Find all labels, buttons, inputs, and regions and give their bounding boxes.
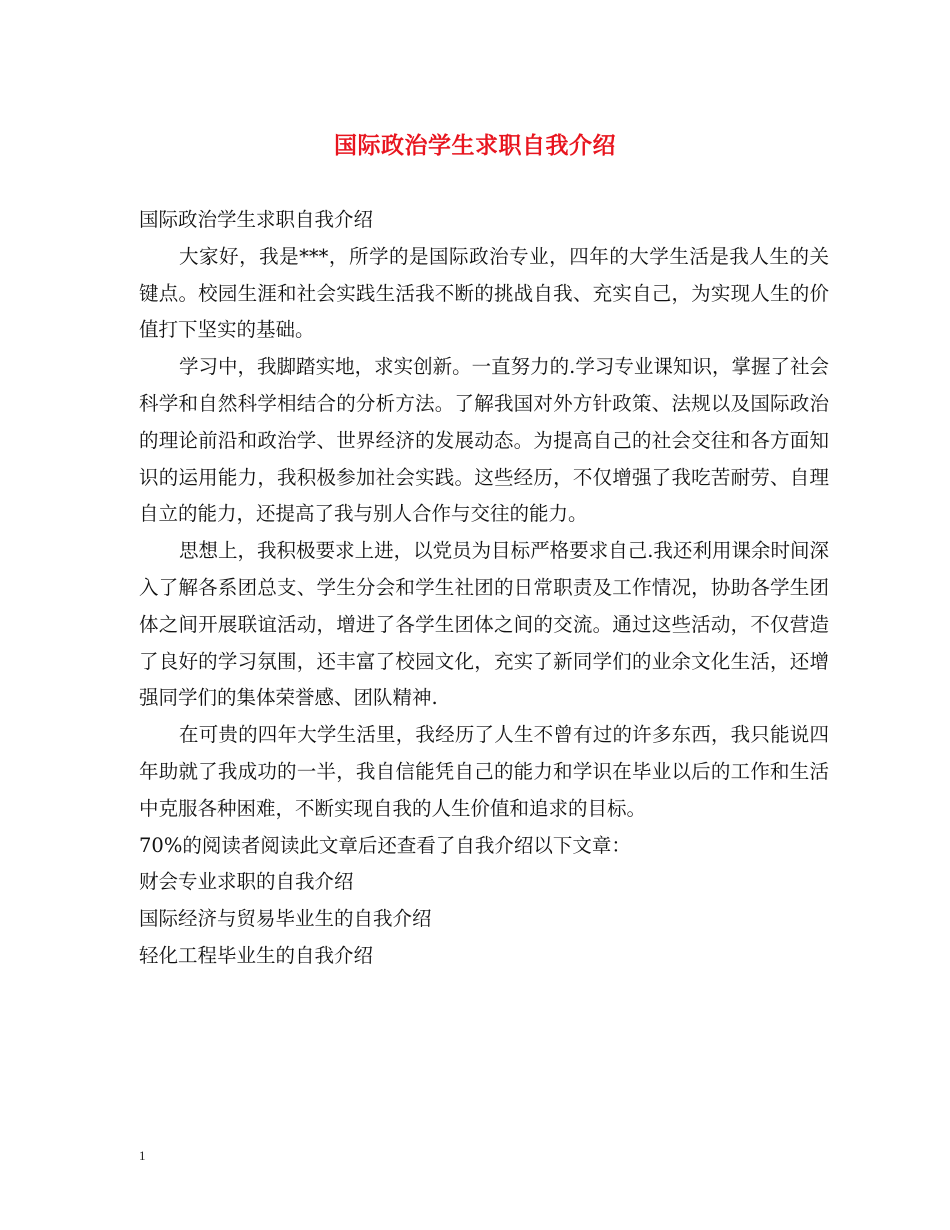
document-body	[139, 202, 829, 975]
page-number: 1	[139, 1148, 146, 1163]
paragraph-thought: 思想上，我积极要求上进，以党员为目标严格要求自己.我还利用课余时间深入了解各系团总支、学生分会和学生社团的日常职责及工作情况，协助各学生团体之间开展联谊活动，增进了各学生团体之间的交流。通过这些活动，不仅营造了良好的学习氛围，还丰富了校园文化，充实了新同学们的业余文化生活，还增强同学们的集体荣誉感、团队精神.	[139, 539, 829, 710]
paragraph-study: 学习中，我脚踏实地，求实创新。一直努力的.学习专业课知识，掌握了社会科学和自然科学相结合的分析方法。了解我国对外方针政策、法规以及国际政治的理论前沿和政治学、世界经济的发展动态。为提高自己的社会交往和各方面知识的运用能力，我积极参加社会实践。这些经历，不仅增强了我吃苦耐劳、自理自立的能力，还提高了我与别人合作与交往的能力。	[139, 355, 829, 526]
related-intro: 70%的阅读者阅读此文章后还查看了自我介绍以下文章：	[139, 833, 631, 857]
related-link-finance[interactable]: 财会专业求职的自我介绍	[139, 870, 354, 894]
paragraph-intro: 大家好，我是***，所学的是国际政治专业，四年的大学生活是我人生的关键点。校园生涯和社会实践生活我不断的挑战自我、充实自己，为实现人生的价值打下坚实的基础。	[139, 244, 829, 342]
paragraph-conclusion: 在可贵的四年大学生活里，我经历了人生不曾有过的许多东西，我只能说四年助就了我成功的一半，我自信能凭自己的能力和学识在毕业以后的工作和生活中克服各种困难，不断实现自我的人生价值和追求的目标。	[139, 723, 829, 820]
document-subtitle: 国际政治学生求职自我介绍	[139, 208, 374, 231]
related-link-trade[interactable]: 国际经济与贸易毕业生的自我介绍	[139, 907, 432, 931]
related-link-chemical[interactable]: 轻化工程毕业生的自我介绍	[139, 943, 374, 967]
document-title: 国际政治学生求职自我介绍	[334, 132, 616, 159]
